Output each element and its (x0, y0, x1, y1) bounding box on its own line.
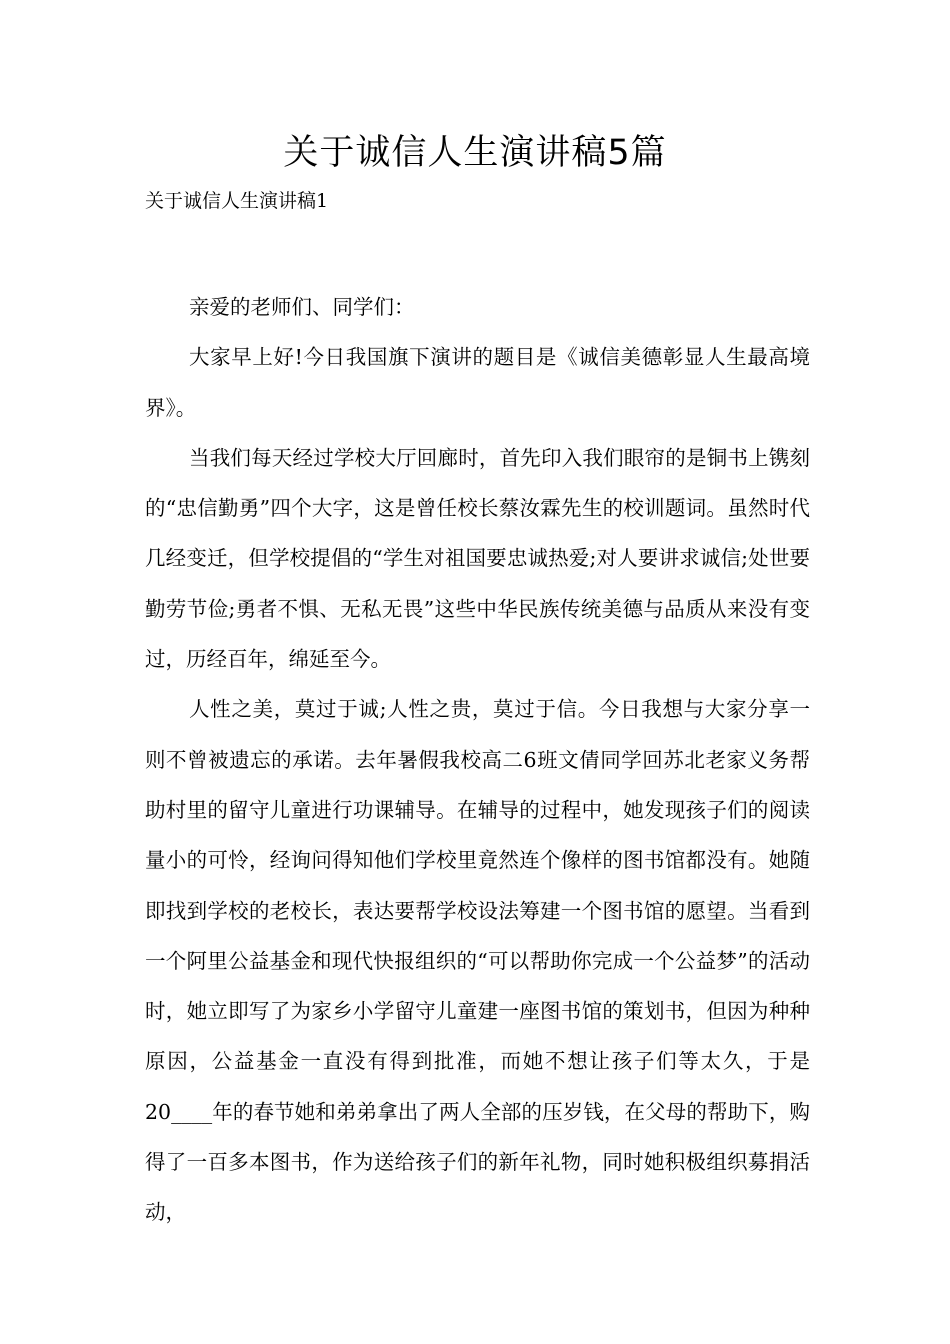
paragraph-school-motto: 当我们每天经过学校大厅回廊时，首先印入我们眼帘的是铜书上镌刻的“忠信勤勇”四个大字，这是曾任校长蔡汝霖先生的校训题词。虽然时代几经变迁，但学校提倡的“学生对祖国要忠诚热爱;对人要讲求诚信;处世要勤劳节俭;勇者不惧、无私无畏”这些中华民族传统美德与品质从来没有变过，历经百年，绵延至今。 (145, 445, 810, 672)
document-title: 关于诚信人生演讲稿5篇 (283, 133, 667, 173)
document-body (145, 282, 810, 1238)
paragraph-story: 人性之美，莫过于诚;人性之贵，莫过于信。今日我想与大家分享一则不曾被遗忘的承诺。去年暑假我校高二6班文倩同学回苏北老家义务帮助村里的留守儿童进行功课辅导。在辅导的过程中，她发现孩子们的阅读量小的可怜，经询问得知他们学校里竟然连个像样的图书馆都没有。她随即找到学校的老校长，表达要帮学校设法筹建一个图书馆的愿望。当看到一个阿里公益基金和现代快报组织的“可以帮助你完成一个公益梦”的活动时，她立即写了为家乡小学留守儿童建一座图书馆的策划书，但因为种种原因，公益基金一直没有得到批准，而她不想让孩子们等太久，于是20____年的春节她和弟弟拿出了两人全部的压岁钱，在父母的帮助下，购得了一百多本图书，作为送给孩子们的新年礼物，同时她积极组织募捐活动， (145, 697, 810, 1225)
section-heading: 关于诚信人生演讲稿1 (145, 190, 329, 212)
paragraph-greeting: 亲爱的老师们、同学们： (189, 295, 415, 319)
paragraph-intro: 大家早上好!今日我国旗下演讲的题目是《诚信美德彰显人生最高境界》。 (145, 345, 810, 420)
